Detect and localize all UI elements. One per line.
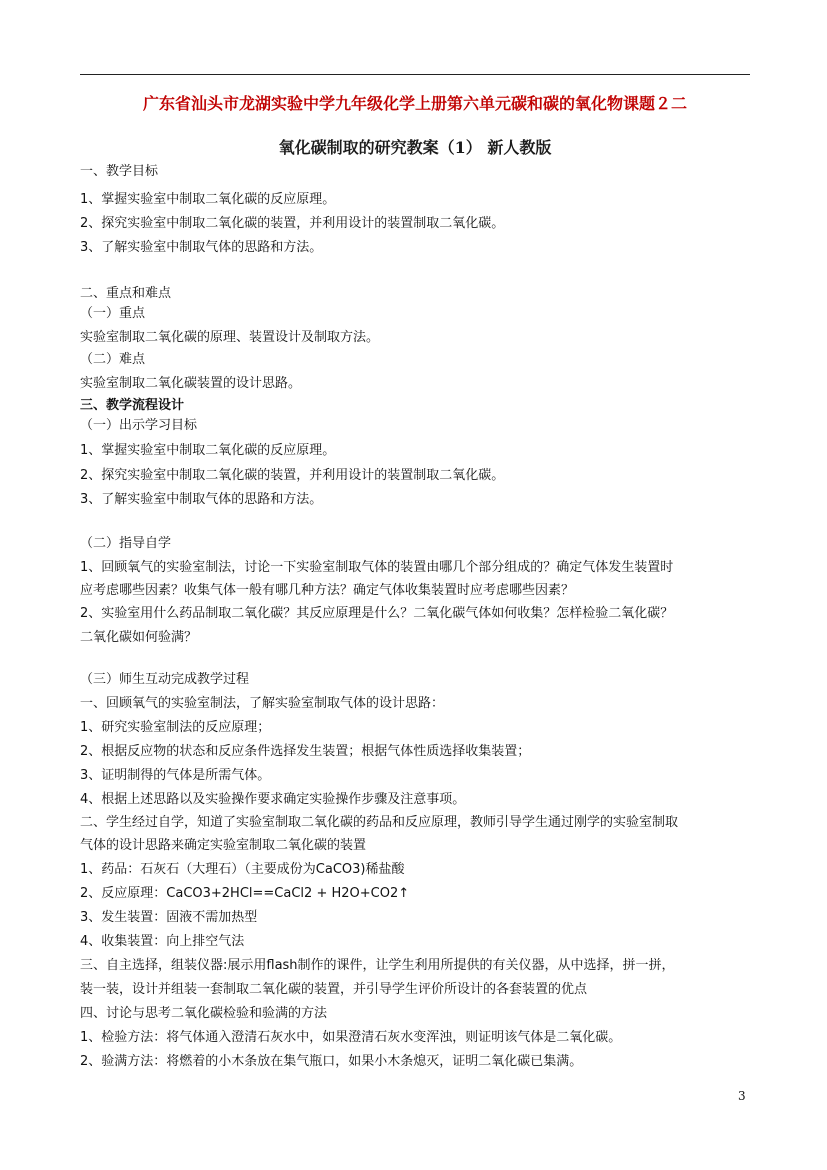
section-heading: 二、重点和难点 <box>80 286 172 301</box>
body-line: 2、验满方法：将燃着的小木条放在集气瓶口，如果小木条熄灭，证明二氧化碳已集满。 <box>80 1054 583 1069</box>
section-heading: 一、教学目标 <box>80 164 159 179</box>
body-line: 装一装，设计并组装一套制取二氧化碳的装置，并引导学生评价所设计的各套装置的优点 <box>80 982 588 997</box>
body-line: 2、探究实验室中制取二氧化碳的装置，并利用设计的装置制取二氧化碳。 <box>80 216 505 231</box>
section-heading: 三、教学流程设计 <box>80 398 185 413</box>
body-line: 2、根据反应物的状态和反应条件选择发生装置；根据气体性质选择收集装置； <box>80 744 531 759</box>
body-line: 4、收集装置：向上排空气法 <box>80 934 245 949</box>
body-line: 应考虑哪些因素？收集气体一般有哪几种方法？确定气体收集装置时应考虑哪些因素？ <box>80 583 575 598</box>
body-line: 实验室制取二氧化碳的原理、装置设计及制取方法。 <box>80 330 380 345</box>
body-line: 气体的设计思路来确定实验室制取二氧化碳的装置 <box>80 838 367 853</box>
body-line: 二、学生经过自学，知道了实验室制取二氧化碳的药品和反应原理，教师引导学生通过刚学的实验室制取 <box>80 815 679 830</box>
body-line: 四、讨论与思考二氧化碳检验和验满的方法 <box>80 1006 328 1021</box>
document-title-line-2: 氧化碳制取的研究教案（1） 新人教版 <box>278 138 552 157</box>
page-number: 3 <box>738 1089 746 1103</box>
reaction-equation-line: 2、反应原理：CaCO3+2HCl==CaCl2 + H2O+CO2↑ <box>80 886 410 901</box>
body-line: 二氧化碳如何验满？ <box>80 630 198 645</box>
header-rule <box>80 74 750 75</box>
body-line: 3、了解实验室中制取气体的思路和方法。 <box>80 240 323 255</box>
body-line: 1、掌握实验室中制取二氧化碳的反应原理。 <box>80 443 336 458</box>
body-line: 2、探究实验室中制取二氧化碳的装置，并利用设计的装置制取二氧化碳。 <box>80 468 505 483</box>
body-line: 实验室制取二氧化碳装置的设计思路。 <box>80 376 302 391</box>
subsection-heading: （一）出示学习目标 <box>80 418 198 433</box>
subsection-heading: （二）指导自学 <box>80 536 172 551</box>
body-line: 2、实验室用什么药品制取二氧化碳？其反应原理是什么？二氧化碳气体如何收集？怎样检验二氧化碳？ <box>80 606 674 621</box>
document-title-line-1: 广东省汕头市龙湖实验中学九年级化学上册第六单元碳和碳的氧化物课题２二 <box>142 94 687 113</box>
body-line: 3、证明制得的气体是所需气体。 <box>80 768 271 783</box>
body-line: 1、掌握实验室中制取二氧化碳的反应原理。 <box>80 192 336 207</box>
subsection-heading: （三）师生互动完成教学过程 <box>80 672 250 687</box>
body-line: 1、检验方法：将气体通入澄清石灰水中，如果澄清石灰水变浑浊，则证明该气体是二氧化碳。 <box>80 1030 622 1045</box>
body-line: 三、自主选择，组装仪器:展示用flash制作的课件，让学生利用所提供的有关仪器，从中选择，拼一拼， <box>80 958 675 973</box>
body-line: 3、发生装置：固液不需加热型 <box>80 910 258 925</box>
body-line: 4、根据上述思路以及实验操作要求确定实验操作步骤及注意事项。 <box>80 792 466 807</box>
body-line: 一、回顾氧气的实验室制法，了解实验室制取气体的设计思路： <box>80 696 445 711</box>
body-line: 1、研究实验室制法的反应原理； <box>80 720 271 735</box>
subsection-heading: （一）重点 <box>80 306 146 321</box>
body-line: 3、了解实验室中制取气体的思路和方法。 <box>80 492 323 507</box>
body-line: 1、回顾氧气的实验室制法，讨论一下实验室制取气体的装置由哪几个部分组成的？确定气体发生装置时 <box>80 560 674 575</box>
body-line: 1、药品：石灰石（大理石）（主要成份为CaCO3)稀盐酸 <box>80 862 405 877</box>
subsection-heading: （二）难点 <box>80 352 146 367</box>
